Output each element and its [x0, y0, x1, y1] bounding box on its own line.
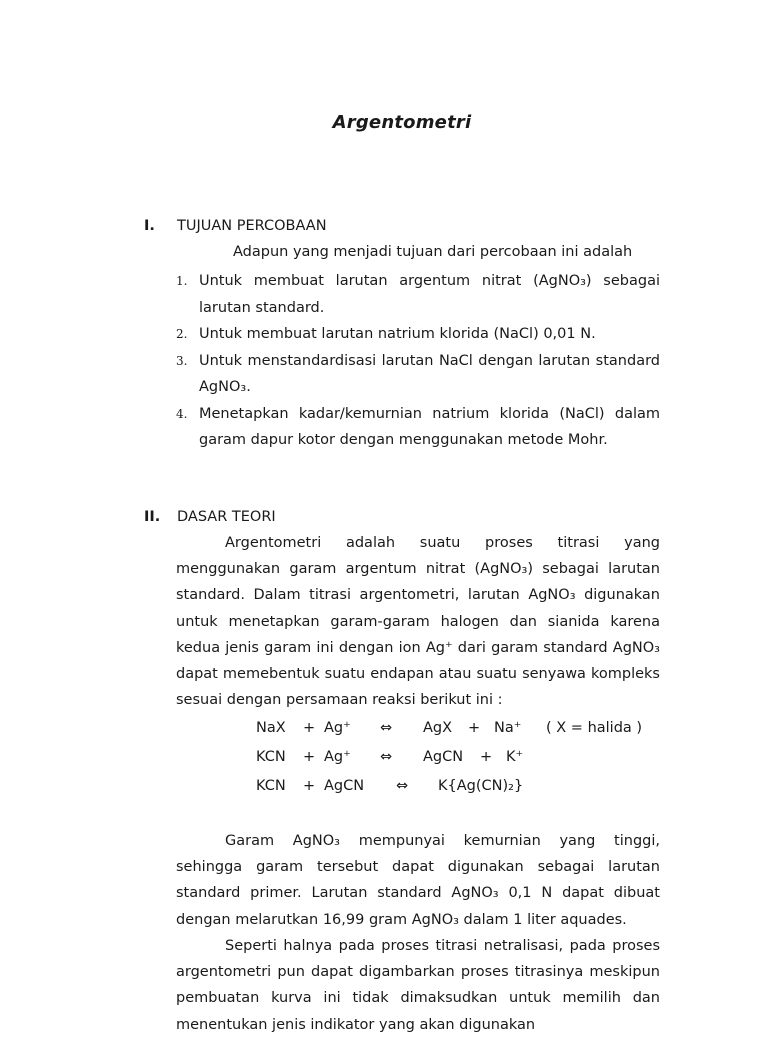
plus-sign: +: [303, 720, 316, 736]
section-title: DASAR TEORI: [177, 509, 276, 525]
reactant: NaX: [256, 720, 286, 736]
product: AgCN: [423, 749, 464, 765]
paragraph-definition: Argentometri adalah suatu proses titrasi yang menggunakan garam argentum nitrat (AgNO₃) sebagai larutan standard. Dalam titrasi argentometri, larutan AgNO₃ digunakan untuk menetapkan garam-garam halogen dan sianida karena kedua jenis garam ini dengan ion Ag⁺ dari garam standard AgNO₃ dapat memebentuk suatu endapan atau suatu senyawa kompleks sesuai dengan persamaan reaksi berikut ini :: [176, 535, 660, 709]
reactant: Ag⁺: [324, 749, 351, 765]
list-text: Menetapkan kadar/kemurnian natrium klorida (NaCl) dalam garam dapur kotor dengan menggunakan metode Mohr.: [199, 405, 660, 448]
equilibrium-arrow: ⇔: [380, 749, 393, 765]
section-number: II.: [144, 509, 161, 525]
reactant: KCN: [256, 749, 286, 765]
list-item: [176, 401, 660, 454]
section-number: I.: [144, 218, 155, 234]
product: K⁺: [506, 749, 524, 765]
list-text: Untuk membuat larutan natrium klorida (NaCl) 0,01 N.: [199, 326, 596, 342]
objectives-list: [176, 268, 660, 454]
equilibrium-arrow: ⇔: [380, 720, 393, 736]
reactant: KCN: [256, 778, 286, 794]
list-text: Untuk menstandardisasi larutan NaCl dengan larutan standard AgNO₃.: [199, 352, 660, 395]
product: K{Ag(CN)₂}: [438, 778, 524, 794]
list-item: [176, 321, 660, 348]
reactant: Ag⁺: [324, 720, 351, 736]
list-item: [176, 268, 660, 321]
list-text: Untuk membuat larutan argentum nitrat (AgNO₃) sebagai larutan standard.: [199, 273, 660, 316]
list-number: 4.: [176, 406, 188, 421]
plus-sign: +: [468, 720, 481, 736]
list-number: 2.: [176, 327, 188, 341]
product: Na⁺: [494, 720, 522, 736]
section-intro: Adapun yang menjadi tujuan dari percobaan ini adalah: [233, 244, 633, 260]
plus-sign: +: [303, 778, 316, 794]
equilibrium-arrow: ⇔: [396, 778, 409, 794]
reactant: AgCN: [324, 778, 365, 794]
document-title: Argentometri: [332, 112, 472, 133]
list-item: [176, 348, 660, 401]
paragraph-agno3-purity: Garam AgNO₃ mempunyai kemurnian yang tinggi, sehingga garam tersebut dapat digunakan sebagai larutan standard primer. Larutan standard AgNO₃ 0,1 N dapat dibuat dengan melarutkan 16,99 gram AgNO₃ dalam 1 liter aquades.: [176, 833, 660, 928]
list-number: 3.: [176, 353, 188, 368]
product: AgX: [423, 720, 453, 736]
paragraph-titration-curve: Seperti halnya pada proses titrasi netralisasi, pada proses argentometri pun dapat digambarkan proses titrasinya meskipun pembuatan kurva ini tidak dimaksudkan untuk memilih dan menentukan jenis indikator yang akan digunakan: [176, 938, 660, 1033]
plus-sign: +: [480, 749, 493, 765]
section-title: TUJUAN PERCOBAAN: [177, 218, 327, 234]
equation-note: ( X = halida ): [546, 720, 643, 736]
list-number: 1.: [176, 274, 188, 288]
plus-sign: +: [303, 749, 316, 765]
